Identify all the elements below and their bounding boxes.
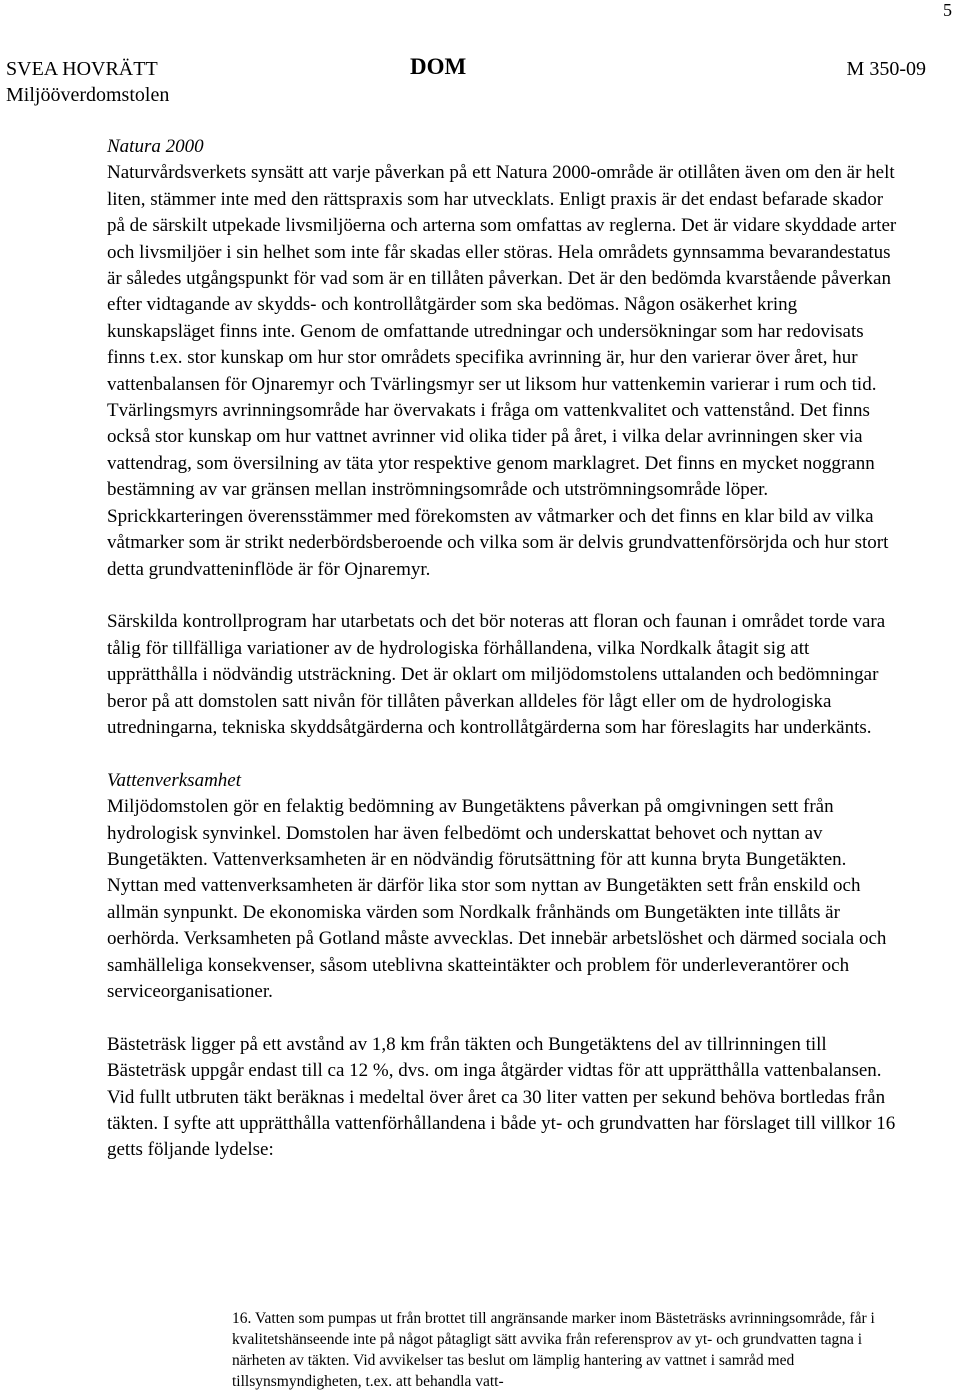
section-natura [107,134,897,583]
document-body [107,134,897,1190]
court-division: Miljööverdomstolen [6,84,170,106]
paragraph-control-programs: Särskilda kontrollprogram har utarbetats och det bör noteras att floran och faunan i området torde vara tålig för tillfälliga variationer av de hydrologiska förhållandena, vilka Nordkalk åtagit sig att upprätthålla i nödvändig utsträckning. Det är oklart om miljödomstolens uttalanden och bedömningar beror på att domstolen satt nivån för tillåten påverkan alldeles för lågt eller om de hydrologiska utredningarna, tekniska skyddsåtgärderna och kontrollåtgärderna som har föreslagits har underkänts. [107,611,886,738]
case-number: M 350-09 [846,58,926,80]
section-heading-water: Vattenverksamhet [107,769,242,791]
condition-16-quote: 16. Vatten som pumpas ut från brottet till angränsande marker inom Bästeträsks avrinningsområde, får i kvalitetshänseende inte på något påtagligt sätt avvika från referensprov av yt- och grundvatten tagna i närheten av täkten. Vid avvikelser tas beslut om lämplig hantering av vattnet i samråd med tillsynsmyndigheten, t.ex. att behandla vatt- [232,1310,875,1390]
paragraph-natura: Naturvårdsverkets synsätt att varje påverkan på ett Natura 2000-område är otillåten även om den är helt liten, stämmer inte med den rättspraxis som har utvecklats. Enligt praxis är det endast befarade skador på de särskilt utpekade livsmiljöerna och arterna som omfattas av reglerna. Det är vidare skyddade arter och livsmiljöer i sin helhet som inte får skadas eller störas. Hela områdets gynnsamma bevarandestatus är således utgångspunkt för vad som är en tillåten påverkan. Det är den bedömda kvarstående påverkan efter vidtagande av skydds- och kontrollåtgärder som ska bedömas. Någon osäkerhet kring kunskapsläget finns inte. Genom de omfattande utredningar och undersökningar som har redovisats finns t.ex. stor kunskap om hur stor områdets specifika avrinning är, hur den varierar över året, hur vattenbalansen för Ojnaremyr och Tvärlingsmyr ser ut liksom hur vattenkemin varierar i rum och tid. Tvärlingsmyrs avrinningsområde har övervakats i fråga om vattenkvalitet och vattenstånd. Det finns också stor kunskap om hur vattnet avrinner vid olika tider på året, i vilka delar avrinningen sker via vattendrag, som översilning av täta ytor respektive genom marklagret. Det finns en mycket noggrann bestämning av var gränsen mellan inströmningsområde och utströmningsområde löper. Sprickkarteringen överensstämmer med förekomsten av våtmarker och det finns en klar bild av vilka våtmarker som är strikt nederbördsberoende och vilka som är delvis grundvattenförsörjda och hur stort detta grundvatteninflöde är för Ojnaremyr. [107,162,897,580]
page-number: 5 [943,0,952,20]
section-heading-natura: Natura 2000 [107,136,204,157]
document-type: DOM [410,54,467,79]
court-name: SVEA HOVRÄTT [6,58,158,80]
paragraph-water: Miljödomstolen gör en felaktig bedömning av Bungetäktens påverkan på omgivningen sett från hydrologisk synvinkel. Domstolen har även felbedömt och underskattat behovet och nyttan av Bungetäkten. Vattenverksamheten är en nödvändig förutsättning för att kunna bryta Bungetäkten. Nyttan med vattenverksamheten är därför lika stor som nyttan av Bungetäkten sett från enskild och allmän synpunkt. De ekonomiska värden som Nordkalk frånhänds om Bungetäkten inte tillåts är oerhörda. Verksamheten på Gotland måste avvecklas. Det innebär arbetslöshet och därmed sociala och samhälleliga konsekvenser, såsom uteblivna skatteintäkter och problem för underleverantörer och serviceorganisationer. [107,796,887,1002]
section-water [107,768,897,1006]
paragraph-bastetrask: Bästeträsk ligger på ett avstånd av 1,8 km från täkten och Bungetäktens del av tillrinningen till Bästeträsk uppgår endast till ca 12 %, dvs. om inga åtgärder vidtas för att upprätthålla vattenbalansen. Vid fullt utbruten täkt beräknas i medeltal över året ca 30 liter vatten per sekund behöva bortledas från täkten. I syfte att upprätthålla vattenförhållandena i både yt- och grundvatten har förslaget till villkor 16 getts följande lydelse: [107,1033,896,1161]
